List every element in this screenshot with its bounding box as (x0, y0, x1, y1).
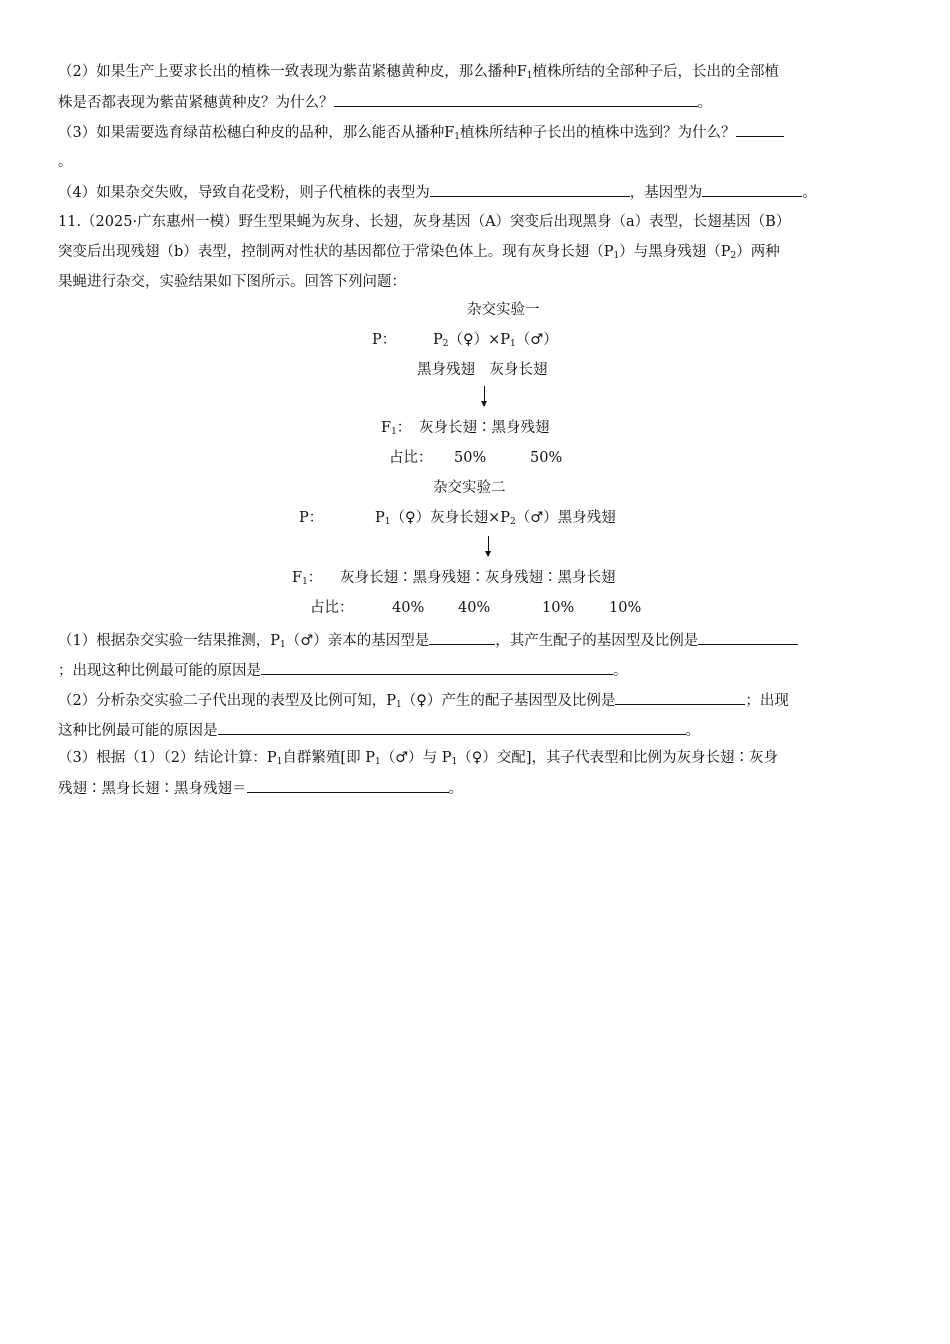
q11-line3: 果蝇进行杂交，实验结果如下图所示。回答下列问题： (58, 274, 406, 290)
exp1-ratio-value: 50% (454, 450, 487, 466)
exp1-p-label: P： (372, 332, 397, 348)
exp2-ratio-value: 40% (392, 600, 425, 616)
exp2-cross: $P_1(♀)$灰身长翅$\times P_2(♂)$黑身残翅 (375, 510, 616, 527)
exp2-ratio-value: 10% (542, 600, 575, 616)
exp2-f1-label: $F_1$： (292, 570, 323, 587)
exp1-f1-label: $F_1$： (381, 420, 412, 437)
exp2-title: 杂交实验二 (433, 480, 506, 496)
answer-blank[interactable] (615, 690, 745, 705)
q3-line1: （3）如果需要选育绿苗松穗白种皮的品种，那么能否从播种$F_1$植株所结种子长出的植株中选到？为什么？ (58, 122, 784, 143)
exp2-ratio-value: 10% (609, 600, 642, 616)
exp1-parents: 黑身残翅 灰身长翅 (417, 362, 548, 378)
answer-blank[interactable] (334, 92, 698, 107)
exp1-cross: $P_2(♀)\times P_1(♂)$ (433, 332, 558, 349)
s1-line1: （1）根据杂交实验一结果推测，$P_1(♂)$亲本的基因型是 ，其产生配子的基因型及比例是 (58, 630, 798, 651)
exp2-p-label: P： (299, 510, 324, 526)
exp1-f1-phenotypes: 灰身长翅∶黑身残翅 (419, 420, 550, 436)
s1-line2: ；出现这种比例最可能的原因是 。 (58, 660, 628, 681)
q3-line2: 。 (58, 154, 73, 170)
down-arrow-icon (488, 536, 489, 556)
down-arrow-icon (484, 386, 485, 406)
answer-blank[interactable] (261, 660, 613, 675)
q11-line1: 11.（2025·广东惠州一模）野生型果蝇为灰身、长翅，灰身基因（A）突变后出现黑身（a）表型，长翅基因（B） (58, 214, 791, 230)
answer-blank[interactable] (429, 630, 495, 645)
exp1-ratio-label: 占比： (389, 450, 433, 466)
s2-line2: 这种比例最可能的原因是 。 (58, 720, 700, 741)
answer-blank[interactable] (736, 122, 784, 137)
answer-blank[interactable] (702, 182, 802, 197)
exp2-ratio-label: 占比： (310, 600, 354, 616)
exp2-ratio-value: 40% (458, 600, 491, 616)
q11-line2: 突变后出现残翅（b）表型，控制两对性状的基因都位于常染色体上。现有灰身长翅$(P_1)$与黑身残翅$(P_2)$两种 (58, 244, 780, 261)
answer-blank[interactable] (218, 720, 686, 735)
exp1-ratio-value: 50% (530, 450, 563, 466)
s3-line2: 残翅∶黑身长翅∶黑身残翅＝ 。 (58, 778, 463, 799)
s3-line1: （3）根据（1）（2）结论计算：$P_1$自群繁殖[即 $P_1(♂)$与 $P_1(♀)$交配]，其子代表型和比例为灰身长翅∶灰身 (58, 750, 779, 767)
answer-blank[interactable] (247, 778, 449, 793)
q4-line: （4）如果杂交失败，导致自花受粉，则子代植株的表型为 ，基因型为 。 (58, 182, 817, 203)
q2-line2: 株是否都表现为紫苗紧穗黄种皮？为什么？ 。 (58, 92, 712, 113)
q2-line1: （2）如果生产上要求长出的植株一致表现为紫苗紧穗黄种皮，那么播种$F_1$植株所结的全部种子后，长出的全部植 (58, 64, 780, 81)
exp1-title: 杂交实验一 (467, 302, 540, 318)
exp2-f1-phenotypes: 灰身长翅∶黑身残翅∶灰身残翅∶黑身长翅 (340, 570, 616, 586)
answer-blank[interactable] (430, 182, 630, 197)
s2-line1: （2）分析杂交实验二子代出现的表型及比例可知，$P_1(♀)$产生的配子基因型及比例是 ；出现 (58, 690, 789, 711)
answer-blank[interactable] (698, 630, 798, 645)
